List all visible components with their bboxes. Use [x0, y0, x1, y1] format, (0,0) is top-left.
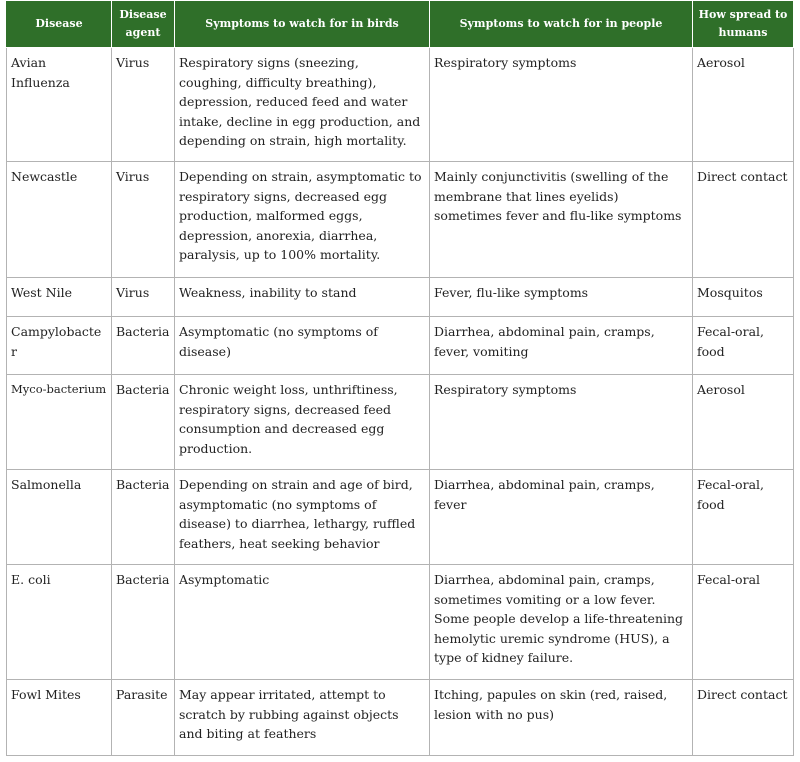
header-disease: Disease	[7, 1, 112, 48]
birds-symptoms-cell: Depending on strain, asymptomatic to respiratory signs, decreased egg production, malformed eggs, depression, anorexia, diarrhea, paralysis, up to 100% mortality.	[175, 162, 430, 278]
spread-cell: Direct contact	[693, 162, 794, 278]
birds-symptoms-cell: Asymptomatic (no symptoms of disease)	[175, 317, 430, 375]
birds-symptoms-cell: May appear irritated, attempt to scratch by rubbing against objects and biting at feathers	[175, 680, 430, 756]
agent-cell: Virus	[112, 278, 175, 317]
disease-table	[6, 0, 794, 756]
people-symptoms-cell: Respiratory symptoms	[430, 48, 693, 162]
spread-cell: Mosquitos	[693, 278, 794, 317]
header-agent: Disease agent	[112, 1, 175, 48]
birds-symptoms-cell: Weakness, inability to stand	[175, 278, 430, 317]
disease-cell: E. coli	[7, 565, 112, 680]
agent-cell: Bacteria	[112, 470, 175, 565]
people-symptoms-cell: Itching, papules on skin (red, raised, lesion with no pus)	[430, 680, 693, 756]
agent-cell: Bacteria	[112, 565, 175, 680]
agent-cell: Parasite	[112, 680, 175, 756]
table-row	[7, 565, 794, 680]
people-symptoms-cell: Respiratory symptoms	[430, 375, 693, 470]
birds-symptoms-cell: Asymptomatic	[175, 565, 430, 680]
agent-cell: Virus	[112, 48, 175, 162]
birds-symptoms-cell: Respiratory signs (sneezing, coughing, difficulty breathing), depression, reduced feed and water intake, decline in egg production, and depending on strain, high mortality.	[175, 48, 430, 162]
disease-cell: Salmonella	[7, 470, 112, 565]
spread-cell: Fecal-oral, food	[693, 470, 794, 565]
header-row	[7, 1, 794, 48]
disease-cell: Myco-bacterium	[7, 375, 112, 470]
table-row	[7, 375, 794, 470]
agent-cell: Bacteria	[112, 375, 175, 470]
spread-cell: Aerosol	[693, 375, 794, 470]
disease-cell: Avian Influenza	[7, 48, 112, 162]
birds-symptoms-cell: Depending on strain and age of bird, asymptomatic (no symptoms of disease) to diarrhea, lethargy, ruffled feathers, heat seeking behavior	[175, 470, 430, 565]
header-birds: Symptoms to watch for in birds	[175, 1, 430, 48]
spread-cell: Fecal-oral, food	[693, 317, 794, 375]
table-row	[7, 162, 794, 278]
agent-cell: Bacteria	[112, 317, 175, 375]
people-symptoms-cell: Mainly conjunctivitis (swelling of the membrane that lines eyelids) sometimes fever and flu-like symptoms	[430, 162, 693, 278]
people-symptoms-cell: Diarrhea, abdominal pain, cramps, sometimes vomiting or a low fever. Some people develop a life-threatening hemolytic uremic syndrome (HUS), a type of kidney failure.	[430, 565, 693, 680]
spread-cell: Aerosol	[693, 48, 794, 162]
agent-cell: Virus	[112, 162, 175, 278]
table-row	[7, 470, 794, 565]
table-row	[7, 278, 794, 317]
header-people: Symptoms to watch for in people	[430, 1, 693, 48]
birds-symptoms-cell: Chronic weight loss, unthriftiness, respiratory signs, decreased feed consumption and decreased egg production.	[175, 375, 430, 470]
spread-cell: Direct contact	[693, 680, 794, 756]
table-row	[7, 317, 794, 375]
people-symptoms-cell: Fever, flu-like symptoms	[430, 278, 693, 317]
spread-cell: Fecal-oral	[693, 565, 794, 680]
table-row	[7, 680, 794, 756]
disease-cell: Fowl Mites	[7, 680, 112, 756]
disease-cell: Campylobacter	[7, 317, 112, 375]
disease-cell: Newcastle	[7, 162, 112, 278]
header-spread: How spread to humans	[693, 1, 794, 48]
people-symptoms-cell: Diarrhea, abdominal pain, cramps, fever, vomiting	[430, 317, 693, 375]
people-symptoms-cell: Diarrhea, abdominal pain, cramps, fever	[430, 470, 693, 565]
table-row	[7, 48, 794, 162]
disease-cell: West Nile	[7, 278, 112, 317]
